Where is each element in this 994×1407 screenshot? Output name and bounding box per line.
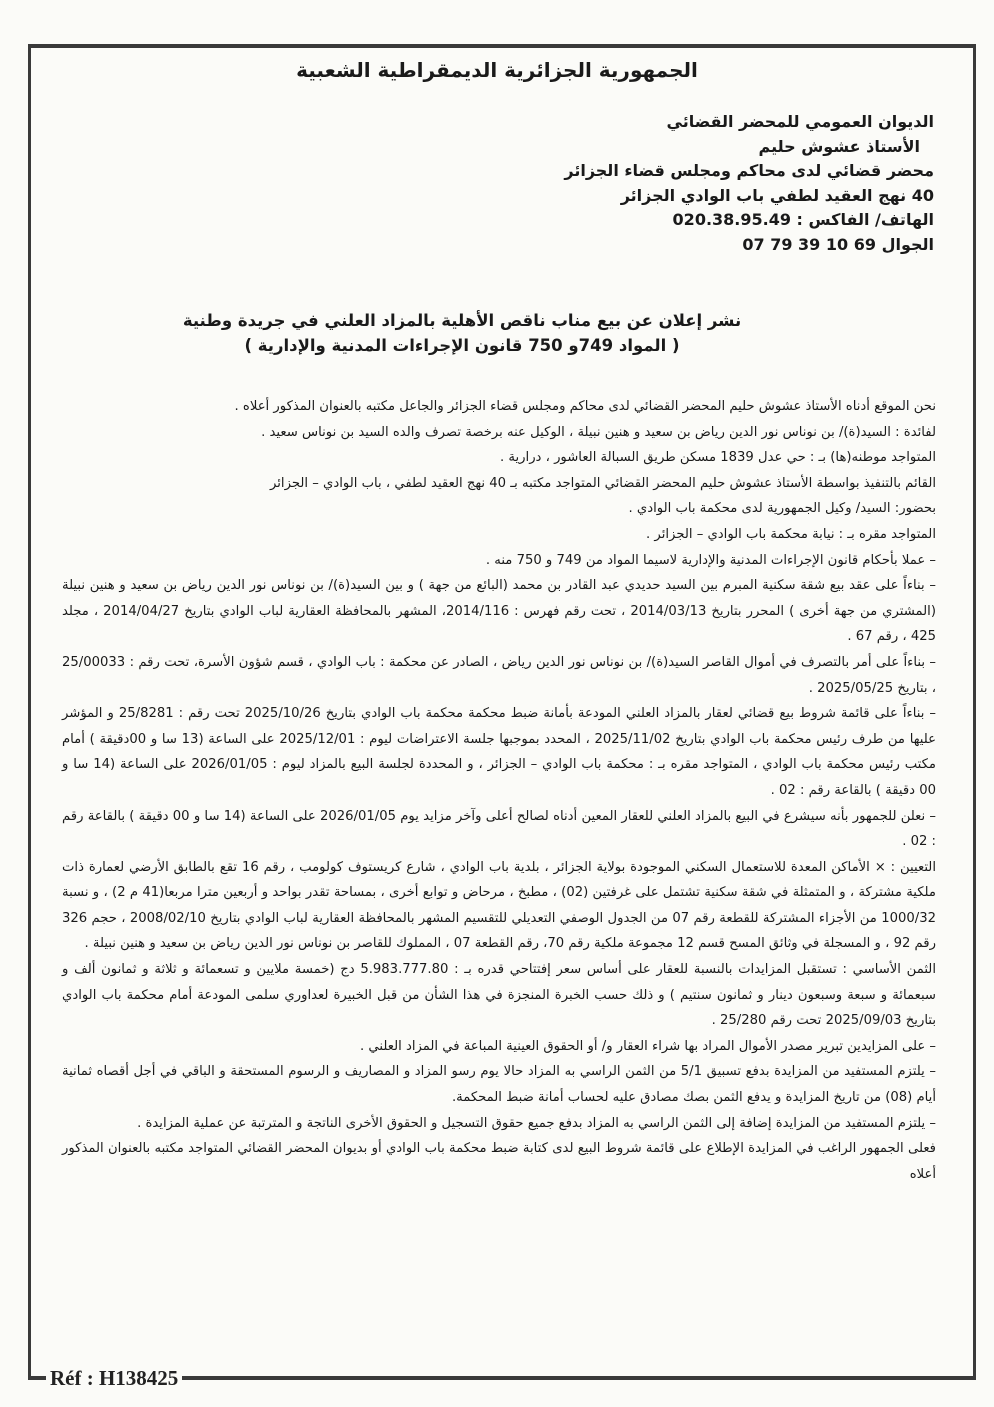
- paragraph: – بناءاً على أمر بالتصرف في أموال القاصر السيد(ة)/ بن نوناس نور الدين رياض ، الصادر عن محكمة : باب الوادي ، قسم شؤون الأسرة، تحت رقم : 25/00033 ، بتاريخ 2025/05/25 .: [62, 654, 936, 696]
- paragraph: بحضور: السيد/ وكيل الجمهورية لدى محكمة باب الوادي .: [628, 501, 936, 517]
- paragraph: المتواجد مقره بـ : نيابة محكمة باب الوادي – الجزائر .: [646, 526, 936, 542]
- paragraph: التعيين : × الأماكن المعدة للاستعمال السكني الموجودة بولاية الجزائر ، بلدية باب الوادي ، شارع كريستوف كولومب ، رقم 16 تقع بالطابق الأرضي لعمارة ذات ملكية مشتركة ، و المتمثلة في شقة سكنية تشتمل على غرفتين (02) ، مطبخ ، مرحاض و توابع أخرى ، بمساحة تقدر بواحد و أربعين مترا مربعا(41 م 2) ، و نسبة 1000/32 من الأجزاء المشتركة للقطعة رقم 07 من الجدول الوصفي التعديلي للتقسيم المشهر بالمحافظة العقارية لباب الوادي بتاريخ 2008/02/10 ، حجم 326 رقم 92 ، و المسجلة في وثائق المسح قسم 12 مجموعة ملكية رقم 70، رقم القطعة 07 ، المملوك للقاصر بن نوناس نور الدين رياض بن سعيد و هنين نبيلة .: [62, 859, 936, 952]
- paragraph: الثمن الأساسي : تستقبل المزايدات بالنسبة للعقار على أساس سعر إفتتاحي قدره بـ : 5.983.777.80 دج (خمسة ملايين و تسعمائة و ثلاثة و ثمانون ألف و سبعمائة و سبعة وسبعون دينار و ثمانون سنتيم ) و ذلك حسب الخبرة المنجزة في هذا الشأن من قبل الخبيرة لعداوري سلمى المودعة أمام محكمة باب الوادي بتاريخ 2025/09/03 تحت رقم 25/280 .: [62, 962, 936, 1029]
- office-address: 40 نهج العقيد لطفي باب الوادي الجزائر: [620, 185, 934, 205]
- paragraph: نحن الموقع أدناه الأستاذ عشوش حليم المحضر القضائي لدى محاكم ومجلس قضاء الجزائر والجاعل مكتبه بالعنوان المذكور أعلاه .: [234, 399, 936, 414]
- notice-subtitle: ( المواد 749و 750 قانون الإجراءات المدنية والإدارية ): [244, 336, 680, 355]
- republic-title: الجمهورية الجزائرية الديمقراطية الشعبية: [296, 58, 698, 82]
- bailiff-header: [564, 110, 934, 257]
- paragraph: – نعلن للجمهور بأنه سيشرع في البيع بالمزاد العلني للعقار المعين أدناه لصالح أعلى وآخر مزايد يوم 2026/01/05 على الساعة (14 سا و 00 دقيقة ) بالقاعة رقم : 02 .: [62, 808, 936, 850]
- paragraph: القائم بالتنفيذ بواسطة الأستاذ عشوش حليم المحضر القضائي المتواجد مكتبه بـ 40 نهج العقيد لطفي ، باب الوادي – الجزائر: [269, 475, 936, 491]
- phone-fax: الهاتف/ الفاكس : 020.38.95.49: [672, 210, 934, 229]
- notice-heading: [0, 308, 994, 358]
- paragraph: – بناءاً على عقد بيع شقة سكنية المبرم بين السيد حديدي عبد القادر بن محمد (البائع من جهة ) و بين السيد(ة)/ بن نوناس نور الدين رياض بن سعيد و هنين نبيلة (المشتري من جهة أخرى ) المحرر بتاريخ 2014/03/13 ، تحت رقم فهرس : 2014/116، المشهر بالمحافظة العقارية لباب الوادي بتاريخ 2014/04/27 ، مجلد 425 ، رقم 67 .: [62, 578, 936, 645]
- paragraph: لفائدة : السيد(ة)/ بن نوناس نور الدين رياض بن سعيد و هنين نبيلة ، الوكيل عنه برخصة تصرف والده السيد بن نوناس سعيد .: [261, 424, 936, 440]
- bailiff-role: محضر قضائي لدى محاكم ومجلس قضاء الجزائر: [564, 161, 934, 180]
- mobile-number: الجوال 69 10 39 79 07: [742, 234, 934, 254]
- paragraph: – يلتزم المستفيد من المزايدة بدفع تسبيق 5/1 من الثمن الراسي به المزاد حالا يوم رسو المزاد و المصاريف و الرسوم المستحقة و الباقي في أجل أقصاه ثمانية أيام (08) من تاريخ المزايدة و يدفع الثمن بصك مصادق عليه لحساب أمانة ضبط المحكمة.: [62, 1064, 936, 1106]
- paragraph: – عملا بأحكام قانون الإجراءات المدنية والإدارية لاسيما المواد من 749 و 750 منه .: [485, 552, 936, 568]
- reference-code: Réf : H138425: [46, 1365, 182, 1391]
- office-name: الديوان العمومي للمحضر القضائي: [666, 112, 934, 131]
- notice-title: نشر إعلان عن بيع مناب ناقص الأهلية بالمزاد العلني في جريدة وطنية: [182, 311, 742, 330]
- paragraph: فعلى الجمهور الراغب في المزايدة الإطلاع على قائمة شروط البيع لدى كتابة ضبط محكمة باب الوادي أو بديوان المحضر القضائي المتواجد مكتبه بالعنوان المذكور أعلاه: [62, 1141, 936, 1182]
- paragraph: – يلتزم المستفيد من المزايدة إضافة إلى الثمن الراسي به المزاد بدفع جميع حقوق التسجيل و الحقوق الأخرى الناتجة و المترتبة عن عملية المزايدة .: [137, 1115, 936, 1131]
- bailiff-name: الأستاذ عشوش حليم: [758, 136, 920, 156]
- paragraph: – بناءاً على قائمة شروط بيع قضائي لعقار بالمزاد العلني المودعة بأمانة ضبط محكمة محكمة باب الوادي بتاريخ 2025/10/26 تحت رقم : 25/8281 و المؤشر عليها من طرف رئيس محكمة باب الوادي بتاريخ 2025/11/02 ، المحدد بموجبها جلسة الاعتراضات ليوم : 2025/12/01 على الساعة (13 سا و 00دقيقة ) أمام مكتب رئيس محكمة باب الوادي ، المتواجد مقره بـ : محكمة باب الوادي – الجزائر ، و المحددة لجلسة البيع بالمزاد ليوم : 2026/01/05 على الساعة (14 سا و 00 دقيقة ) بالقاعة رقم : 02 .: [62, 706, 937, 798]
- notice-body: [62, 394, 936, 1187]
- paragraph: – على المزايدين تبرير مصدر الأموال المراد بها شراء العقار و/ أو الحقوق العينية المباعة في المزاد العلني .: [359, 1038, 936, 1054]
- paragraph: المتواجد موطنه(ها) بـ : حي عدل 1839 مسكن طريق السبالة العاشور ، درارية .: [500, 450, 936, 466]
